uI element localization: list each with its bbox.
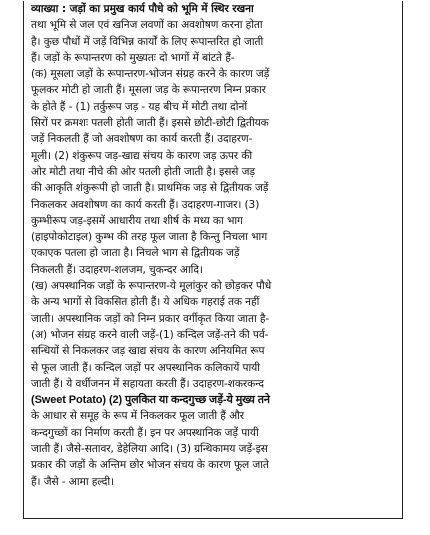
text-line: सन्धियों से निकलकर जड़ खाद्य संचय के कारण अनियमित रूप <box>31 345 265 358</box>
text-line: एकाएक पतला हो जाता है। निचले भाग से द्वितीयक जड़ें <box>31 247 240 260</box>
text-line: जड़ें निकलती हैं जो अवशोषण का कार्य करती हैं। उदाहरण- <box>31 133 253 146</box>
text-line: से फूल जाती हैं। कन्दिल जड़ों पर अपस्थानिक कलिकायें पायी <box>31 361 260 374</box>
text-line: फूलकर मोटी हो जाती हैं। मूसला जड़ के रूपान्तरण निम्न प्रकार <box>31 84 266 97</box>
text-line: जाती हैं। जैसे-सतावर, डेहेलिया आदि। (3) ग्रन्थिकामय जड़ें-इस <box>31 443 268 456</box>
text-line: (हाइपोकोटाइल) कुम्भ की तरह फूल जाता है किन्तु निचला भाग <box>31 231 268 244</box>
text-line: सिरों पर क्रमशः पतली होती जाती हैं। इससे छोटी-छोटी द्वितीयक <box>31 117 269 130</box>
text-line: हैं। जैसे - आमा हल्दी। <box>31 475 114 488</box>
text-line: कुम्भीरूप जड़-इसमें आधारीय तथा शीर्ष के मध्य का भाग <box>31 214 243 227</box>
text-line: की आकृति शंकुरूपी हो जाती है। प्राथमिक जड़ से द्वितीयक जड़ें <box>31 182 269 195</box>
text-line: मूली। (2) शंकुरूप जड़-खाद्य संचय के कारण जड़ ऊपर की <box>31 149 253 162</box>
text-line: के अन्य भागों से विकसित होती हैं। ये अधिक गहराई तक नहीं <box>31 296 260 309</box>
text-line: कन्दगुच्छों का निर्माण करती हैं। इन पर अपस्थानिक जड़ें पायी <box>31 426 259 439</box>
text-line: जाती हैं। ये वर्धीजनन में सहायता करती हैं। उदाहरण-शकरकन्द <box>31 377 264 390</box>
text-line: (ख) अपस्थानिक जड़ों के रूपान्तरण-ये मूलांकुर को छोड़कर पौधे <box>31 280 272 293</box>
text-line: के होते हैं - (1) तर्कुरूप जड़ - यह बीच में मोटी तथा दोनों <box>31 100 247 113</box>
text-line: निकलकर अवशोषण का कार्य करती हैं। उदाहरण-गाजर। (3) <box>31 198 260 211</box>
text-line: व्याख्या : जड़ों का प्रमुख कार्य पौधे को भूमि में स्थिर रखना <box>31 3 254 15</box>
text-line: ओर मोटी तथा नीचे की ओर पतली होती जाती है। इससे जड़ <box>31 165 255 178</box>
text-line: (Sweet Potato) (2) पुलकित या कन्दगुच्छ जड़ें-ये मुख्य तने <box>31 394 270 407</box>
text-line: (अ) भोजन संग्रह करने वाली जड़ें-(1) कन्दिल जड़ें-तने की पर्व- <box>31 328 269 341</box>
explanation-text-block <box>23 1 403 519</box>
text-line: प्रकार की जड़ों के अन्तिम छोर भोजन संचय के कारण फूल जाते <box>31 459 269 472</box>
text-line: जाती। अपस्थानिक जड़ों को निम्न प्रकार वर्गीकृत किया जाता है- <box>31 312 270 325</box>
text-line: के आधार से समूह के रूप में निकलकर फूल जाती हैं और <box>31 410 245 423</box>
text-line: हैं। जड़ों के रूपान्तरण को मुख्यतः दो भागों में बांटते हैं- <box>31 51 235 64</box>
text-line: है। कुछ पौधों में जड़ें विभिन्न कार्यों के लिए रूपान्तरित हो जाती <box>31 35 264 48</box>
text-line: (क) मूसला जड़ों के रूपान्तरण-भोजन संग्रह करने के कारण जड़ें <box>31 68 270 81</box>
text-line: निकलती हैं। उदाहरण-शलजम, चुकन्दर आदि। <box>31 263 203 276</box>
text-line: तथा भूमि से जल एवं खनिज लवणों का अवशोषण करना होता <box>31 19 263 32</box>
